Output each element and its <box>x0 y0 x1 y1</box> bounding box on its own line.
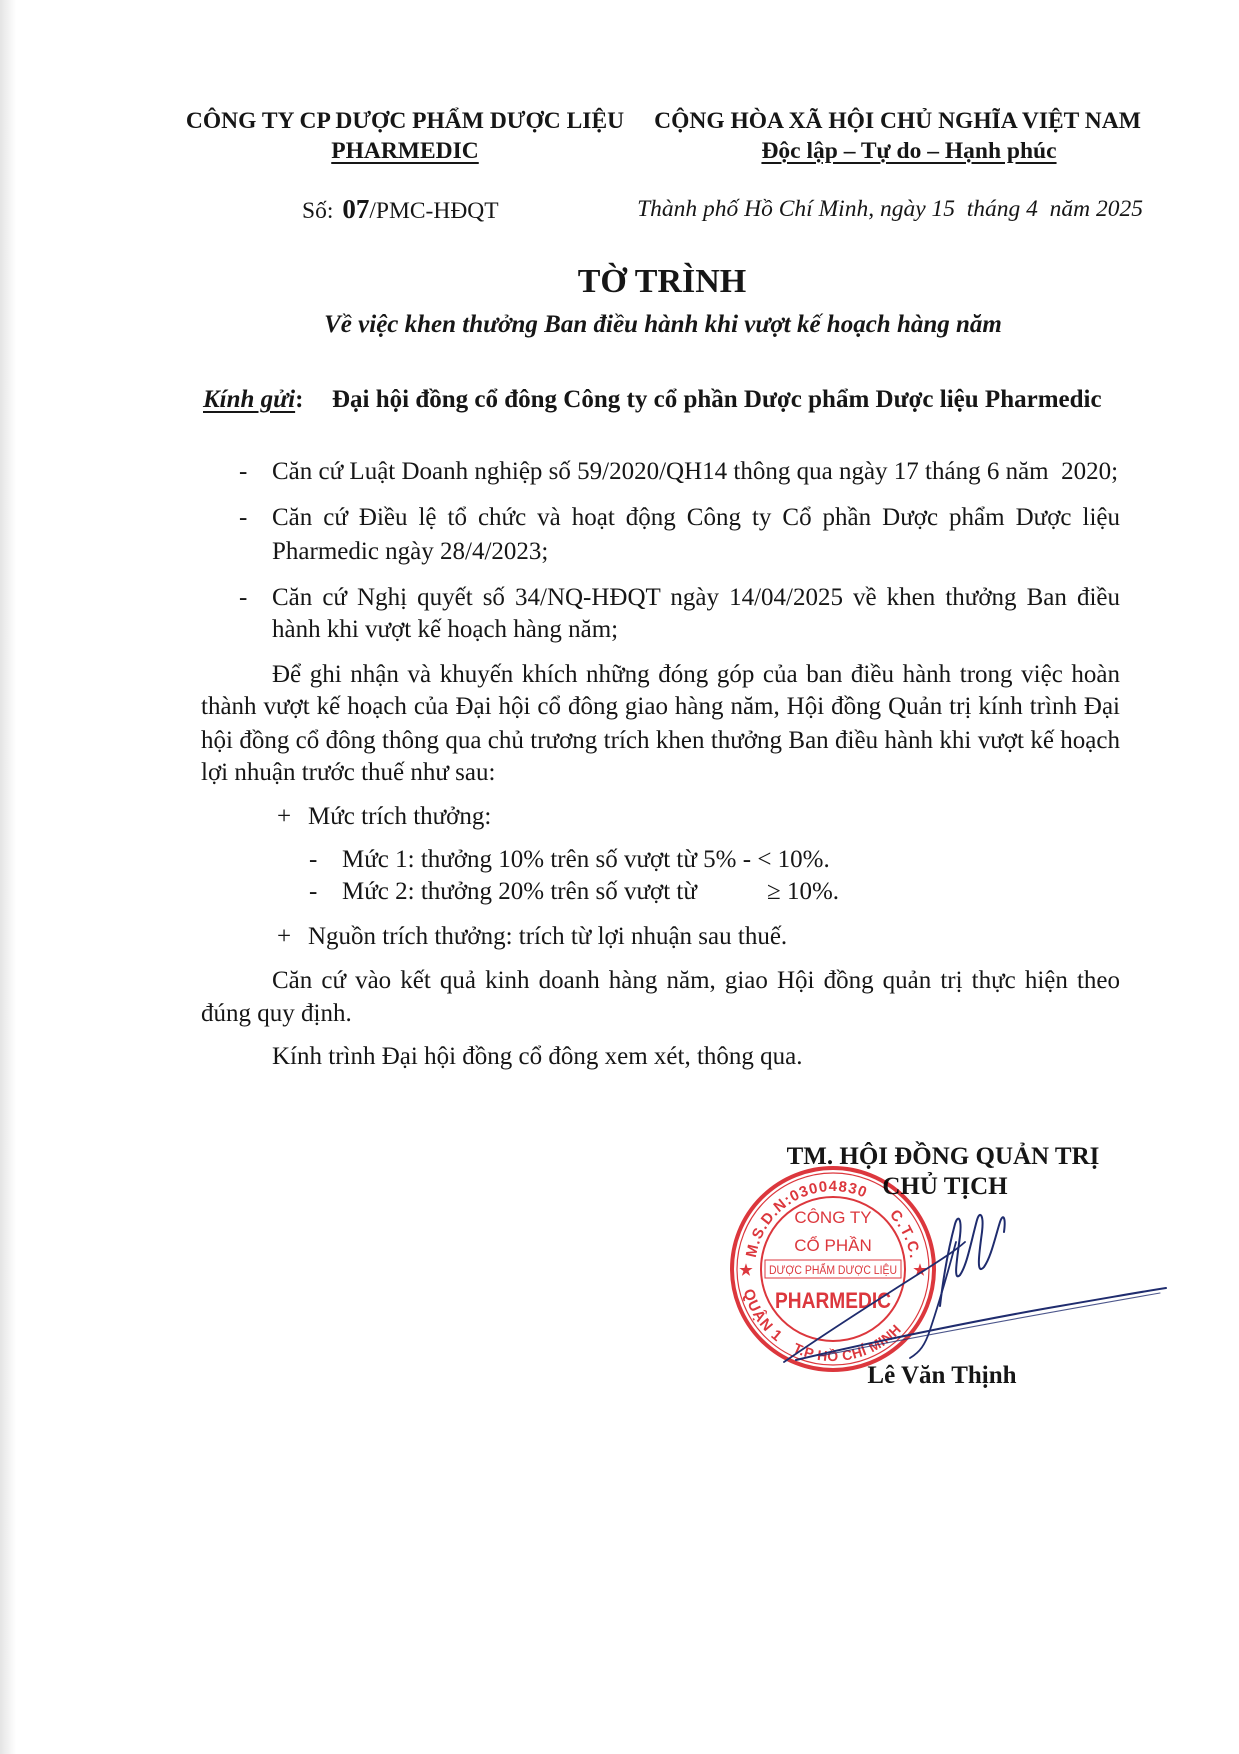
proposal-line-2: thành vượt kế hoạch của Đại hội cổ đông giao hàng năm, Hội đồng Quản trị kính trình Đại <box>201 693 1120 720</box>
recipient-colon: : <box>295 386 304 413</box>
basis-3-bullet: - <box>239 584 248 611</box>
national-motto-row <box>650 136 1168 166</box>
proposal-line-4: lợi nhuận trước thuế như sau: <box>201 759 496 786</box>
implementation-line-1: Căn cứ vào kết quả kinh doanh hàng năm, giao Hội đồng quản trị thực hiện theo <box>272 967 1120 994</box>
national-title: CỘNG HÒA XÃ HỘI CHỦ NGHĨA VIỆT NAM <box>654 108 1141 134</box>
item-1-text: Mức trích thưởng: <box>308 803 492 830</box>
item-2-bullet: + <box>277 923 292 950</box>
basis-1-bullet: - <box>239 458 248 485</box>
seal-star-right-icon: ★ <box>913 1262 927 1279</box>
basis-2-line-2: Pharmedic ngày 28/4/2023; <box>272 538 549 565</box>
signatory-capacity: TM. HỘI ĐỒNG QUẢN TRỊ <box>786 1143 1100 1170</box>
seal-line-3: DƯỢC PHẨM DƯỢC LIỆU <box>769 1265 910 1277</box>
national-motto: Độc lập – Tự do – Hạnh phúc <box>761 138 1057 164</box>
basis-3-line-2: hành khi vượt kế hoạch hàng năm; <box>272 616 619 643</box>
item-1-bullet: + <box>277 803 292 830</box>
seal-line-2: CỔ PHẦN <box>794 1236 872 1255</box>
seal-star-left-icon: ★ <box>739 1262 753 1279</box>
handwritten-signature <box>760 1180 1200 1380</box>
seal-ring-right-text: C.T.C. <box>886 1206 924 1261</box>
document-number-value: 07 <box>342 194 370 224</box>
level-2-text: Mức 2: thưởng 20% trên số vượt từ <box>342 878 697 905</box>
proposal-line-1: Để ghi nhận và khuyến khích những đóng góp của ban điều hành trong việc hoàn <box>272 661 1120 688</box>
place-and-date: Thành phố Hồ Chí Minh, ngày 15 tháng 4 năm 2025 <box>637 196 1143 222</box>
level-2-bullet: - <box>309 878 318 905</box>
basis-2-line-1: Căn cứ Điều lệ tổ chức và hoạt động Công ty Cổ phần Dược phẩm Dược liệu <box>272 504 1120 531</box>
level-2-threshold: ≥ 10%. <box>767 878 840 905</box>
item-2-text: Nguồn trích thưởng: trích từ lợi nhuận sau thuế. <box>308 923 788 950</box>
proposal-line-3: hội đồng cổ đông thông qua chủ trương trích khen thưởng Ban điều hành khi vượt kế hoạch <box>201 727 1120 754</box>
level-1-text: Mức 1: thưởng 10% trên số vượt từ 5% - < 10%. <box>342 846 830 873</box>
basis-1-line-1: Căn cứ Luật Doanh nghiệp số 59/2020/QH14 thông qua ngày 17 tháng 6 năm 2020; <box>272 458 1119 485</box>
seal-line-1: CÔNG TY <box>794 1208 872 1227</box>
company-name: CÔNG TY CP DƯỢC PHẨM DƯỢC LIỆU <box>185 108 625 134</box>
basis-3-line-1: Căn cứ Nghị quyết số 34/NQ-HĐQT ngày 14/04/2025 về khen thưởng Ban điều <box>272 584 1120 611</box>
seal-ring-top-text: M.S.D.N:03004830 <box>742 1178 870 1260</box>
scan-edge-shadow <box>0 0 16 1754</box>
company-short-name-row <box>170 136 640 166</box>
closing-sentence: Kính trình Đại hội đồng cổ đông xem xét, thông qua. <box>272 1043 803 1070</box>
level-1-bullet: - <box>309 846 318 873</box>
document-number-label: Số: <box>302 198 334 224</box>
recipient-text: Đại hội đồng cổ đông Công ty cổ phần Dược phẩm Dược liệu Pharmedic <box>332 386 1102 413</box>
document-title: TỜ TRÌNH <box>577 263 747 300</box>
document-subtitle: Về việc khen thưởng Ban điều hành khi vượt kế hoạch hàng năm <box>324 311 1002 338</box>
recipient-label: Kính gửi <box>203 386 296 413</box>
recipient-label-row <box>203 383 303 416</box>
seal-line-4: PHARMEDIC <box>775 1288 892 1313</box>
document-number <box>302 194 499 226</box>
signatory-position: CHỦ TỊCH <box>882 1173 1008 1200</box>
document-number-suffix: /PMC-HĐQT <box>369 198 499 224</box>
company-short-name: PHARMEDIC <box>331 138 479 164</box>
seal-ring-bottom-left-text: QUẬN 1 <box>739 1286 786 1346</box>
basis-2-bullet: - <box>239 504 248 531</box>
implementation-line-2: đúng quy định. <box>201 1000 352 1027</box>
signatory-name: Lê Văn Thịnh <box>867 1362 1017 1389</box>
seal-ring-bottom-text: T.P HỒ CHÍ MINH <box>790 1320 905 1365</box>
